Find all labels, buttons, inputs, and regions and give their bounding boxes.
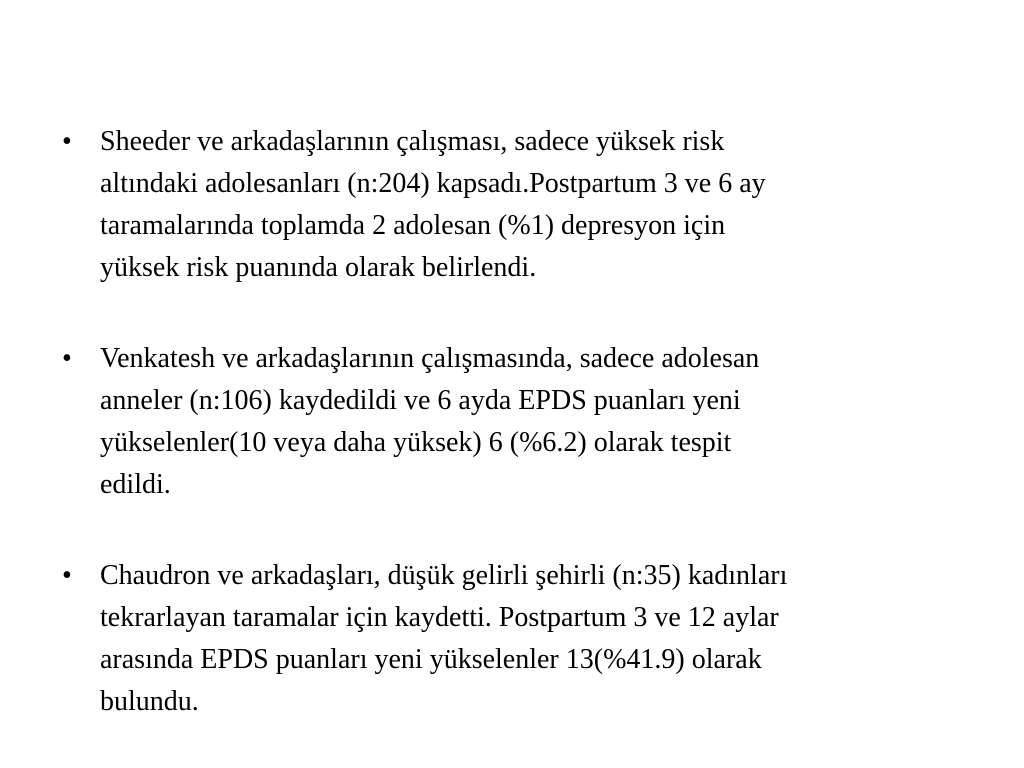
text-line: Sheeder ve arkadaşlarının çalışması, sadece yüksek risk xyxy=(100,126,725,157)
bullet-item-sheeder xyxy=(62,121,962,289)
bullet-text xyxy=(100,121,962,289)
text-line: anneler (n:106) kaydedildi ve 6 ayda EPDS puanları yeni xyxy=(100,385,741,416)
text-line: yükselenler(10 veya daha yüksek) 6 (%6.2) olarak tespit xyxy=(100,427,732,458)
text-line: yüksek risk puanında olarak belirlendi. xyxy=(100,252,537,283)
text-line: edildi. xyxy=(100,469,171,500)
bullet-list xyxy=(62,121,962,768)
bullet-icon: • xyxy=(62,343,72,374)
bullet-icon: • xyxy=(62,560,72,591)
text-line: Venkatesh ve arkadaşlarının çalışmasında, sadece adolesan xyxy=(100,343,760,374)
bullet-text xyxy=(100,338,962,506)
text-line: tekrarlayan taramalar için kaydetti. Postpartum 3 ve 12 aylar xyxy=(100,602,779,633)
bullet-icon: • xyxy=(62,126,72,157)
bullet-text xyxy=(100,555,962,723)
text-line: Chaudron ve arkadaşları, düşük gelirli şehirli (n:35) kadınları xyxy=(100,560,788,591)
bullet-item-chaudron xyxy=(62,555,962,723)
text-line: arasında EPDS puanları yeni yükselenler 13(%41.9) olarak xyxy=(100,644,762,675)
text-line: altındaki adolesanları (n:204) kapsadı.Postpartum 3 ve 6 ay xyxy=(100,168,766,199)
text-line: bulundu. xyxy=(100,686,199,717)
text-line: taramalarında toplamda 2 adolesan (%1) depresyon için xyxy=(100,210,726,241)
bullet-item-venkatesh xyxy=(62,338,962,506)
